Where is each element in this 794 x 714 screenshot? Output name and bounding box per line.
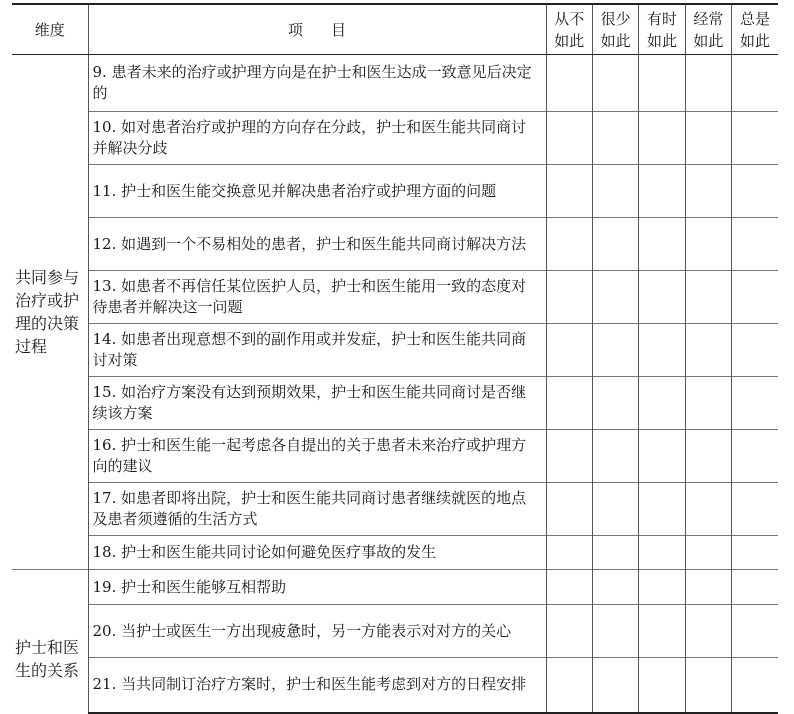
option-label-line: 有时	[646, 9, 677, 28]
table-row	[12, 271, 778, 324]
response-cell[interactable]	[732, 430, 778, 483]
response-cell[interactable]	[546, 377, 592, 430]
response-cell[interactable]	[592, 165, 638, 218]
response-cell[interactable]	[685, 570, 731, 605]
option-label-line: 经常	[693, 9, 724, 28]
table-row	[12, 377, 778, 430]
header-option-rarely	[592, 4, 638, 55]
header-option-never	[546, 4, 592, 55]
dimension-cell	[12, 570, 88, 713]
response-cell[interactable]	[639, 112, 685, 165]
response-cell[interactable]	[685, 483, 731, 536]
response-cell[interactable]	[732, 112, 778, 165]
response-cell[interactable]	[732, 55, 778, 112]
option-label-line: 如此	[646, 31, 677, 50]
response-cell[interactable]	[592, 605, 638, 658]
response-cell[interactable]	[592, 55, 638, 112]
header-item	[88, 4, 546, 55]
questionnaire-table-wrapper	[12, 3, 778, 714]
response-cell[interactable]	[546, 605, 592, 658]
response-cell[interactable]	[546, 658, 592, 713]
response-cell[interactable]	[546, 112, 592, 165]
item-text: 11. 护士和医生能交换意见并解决患者治疗或护理方面的问题	[88, 165, 546, 218]
response-cell[interactable]	[685, 112, 731, 165]
response-cell[interactable]	[685, 165, 731, 218]
table-row	[12, 605, 778, 658]
response-cell[interactable]	[592, 377, 638, 430]
item-text: 13. 如患者不再信任某位医护人员，护士和医生能用一致的态度对待患者并解决这一问题	[88, 271, 546, 324]
item-text: 15. 如治疗方案没有达到预期效果，护士和医生能共同商讨是否继续该方案	[88, 377, 546, 430]
table-row	[12, 218, 778, 271]
response-cell[interactable]	[732, 570, 778, 605]
dimension-label: 护士和医 生的关系	[15, 638, 80, 681]
table-row	[12, 658, 778, 713]
response-cell[interactable]	[546, 324, 592, 377]
response-cell[interactable]	[732, 324, 778, 377]
response-cell[interactable]	[592, 218, 638, 271]
header-row	[12, 4, 778, 55]
header-item-right: 目	[331, 20, 347, 39]
item-text: 16. 护士和医生能一起考虑各自提出的关于患者未来治疗或护理方向的建议	[88, 430, 546, 483]
item-text: 18. 护士和医生能共同讨论如何避免医疗事故的发生	[88, 536, 546, 570]
response-cell[interactable]	[592, 112, 638, 165]
response-cell[interactable]	[592, 658, 638, 713]
table-row	[12, 483, 778, 536]
option-label-line: 总是	[740, 9, 771, 28]
table-row	[12, 570, 778, 605]
response-cell[interactable]	[639, 605, 685, 658]
table-row	[12, 536, 778, 570]
response-cell[interactable]	[732, 377, 778, 430]
response-cell[interactable]	[732, 271, 778, 324]
response-cell[interactable]	[546, 536, 592, 570]
response-cell[interactable]	[685, 324, 731, 377]
table-row	[12, 55, 778, 112]
response-cell[interactable]	[732, 165, 778, 218]
response-cell[interactable]	[592, 483, 638, 536]
item-text: 14. 如患者出现意想不到的副作用或并发症，护士和医生能共同商讨对策	[88, 324, 546, 377]
table-row	[12, 112, 778, 165]
response-cell[interactable]	[592, 271, 638, 324]
response-cell[interactable]	[685, 55, 731, 112]
response-cell[interactable]	[546, 165, 592, 218]
response-cell[interactable]	[639, 55, 685, 112]
option-label-line: 如此	[693, 31, 724, 50]
response-cell[interactable]	[685, 377, 731, 430]
response-cell[interactable]	[546, 55, 592, 112]
response-cell[interactable]	[592, 324, 638, 377]
option-label-line: 如此	[600, 31, 631, 50]
response-cell[interactable]	[639, 271, 685, 324]
response-cell[interactable]	[732, 218, 778, 271]
option-label-line: 如此	[554, 31, 585, 50]
response-cell[interactable]	[639, 430, 685, 483]
item-text: 12. 如遇到一个不易相处的患者，护士和医生能共同商讨解决方法	[88, 218, 546, 271]
header-option-always	[732, 4, 778, 55]
response-cell[interactable]	[639, 658, 685, 713]
option-label-line: 很少	[600, 9, 631, 28]
response-cell[interactable]	[546, 271, 592, 324]
response-cell[interactable]	[592, 536, 638, 570]
header-option-sometimes	[639, 4, 685, 55]
item-text: 19. 护士和医生能够互相帮助	[88, 570, 546, 605]
response-cell[interactable]	[639, 165, 685, 218]
response-cell[interactable]	[546, 430, 592, 483]
response-cell[interactable]	[685, 430, 731, 483]
questionnaire-table	[12, 3, 778, 714]
response-cell[interactable]	[732, 483, 778, 536]
response-cell[interactable]	[639, 483, 685, 536]
option-label-line: 从不	[554, 9, 585, 28]
response-cell[interactable]	[639, 218, 685, 271]
table-body	[12, 55, 778, 713]
response-cell[interactable]	[639, 536, 685, 570]
table-row	[12, 324, 778, 377]
item-text: 10. 如对患者治疗或护理的方向存在分歧，护士和医生能共同商讨并解决分歧	[88, 112, 546, 165]
response-cell[interactable]	[685, 658, 731, 713]
response-cell[interactable]	[732, 536, 778, 570]
item-text: 17. 如患者即将出院，护士和医生能共同商讨患者继续就医的地点及患者须遵循的生活方式	[88, 483, 546, 536]
response-cell[interactable]	[546, 483, 592, 536]
item-text: 21. 当共同制订治疗方案时，护士和医生能考虑到对方的日程安排	[88, 658, 546, 713]
response-cell[interactable]	[639, 377, 685, 430]
response-cell[interactable]	[732, 605, 778, 658]
item-text: 9. 患者未来的治疗或护理方向是在护士和医生达成一致意见后决定的	[88, 55, 546, 112]
response-cell[interactable]	[592, 430, 638, 483]
option-label-line: 如此	[740, 31, 771, 50]
dimension-label: 共同参与 治疗或护 理的决策 过程	[15, 268, 80, 356]
response-cell[interactable]	[546, 570, 592, 605]
response-cell[interactable]	[639, 324, 685, 377]
response-cell[interactable]	[685, 536, 731, 570]
response-cell[interactable]	[592, 570, 638, 605]
item-text: 20. 当护士或医生一方出现疲惫时，另一方能表示对对方的关心	[88, 605, 546, 658]
response-cell[interactable]	[732, 658, 778, 713]
table-row	[12, 430, 778, 483]
response-cell[interactable]	[639, 570, 685, 605]
header-item-left: 项	[287, 20, 303, 39]
response-cell[interactable]	[685, 218, 731, 271]
header-option-often	[685, 4, 731, 55]
response-cell[interactable]	[685, 271, 731, 324]
table-row	[12, 165, 778, 218]
header-dimension: 维度	[12, 4, 88, 55]
response-cell[interactable]	[546, 218, 592, 271]
dimension-cell	[12, 55, 88, 570]
response-cell[interactable]	[685, 605, 731, 658]
